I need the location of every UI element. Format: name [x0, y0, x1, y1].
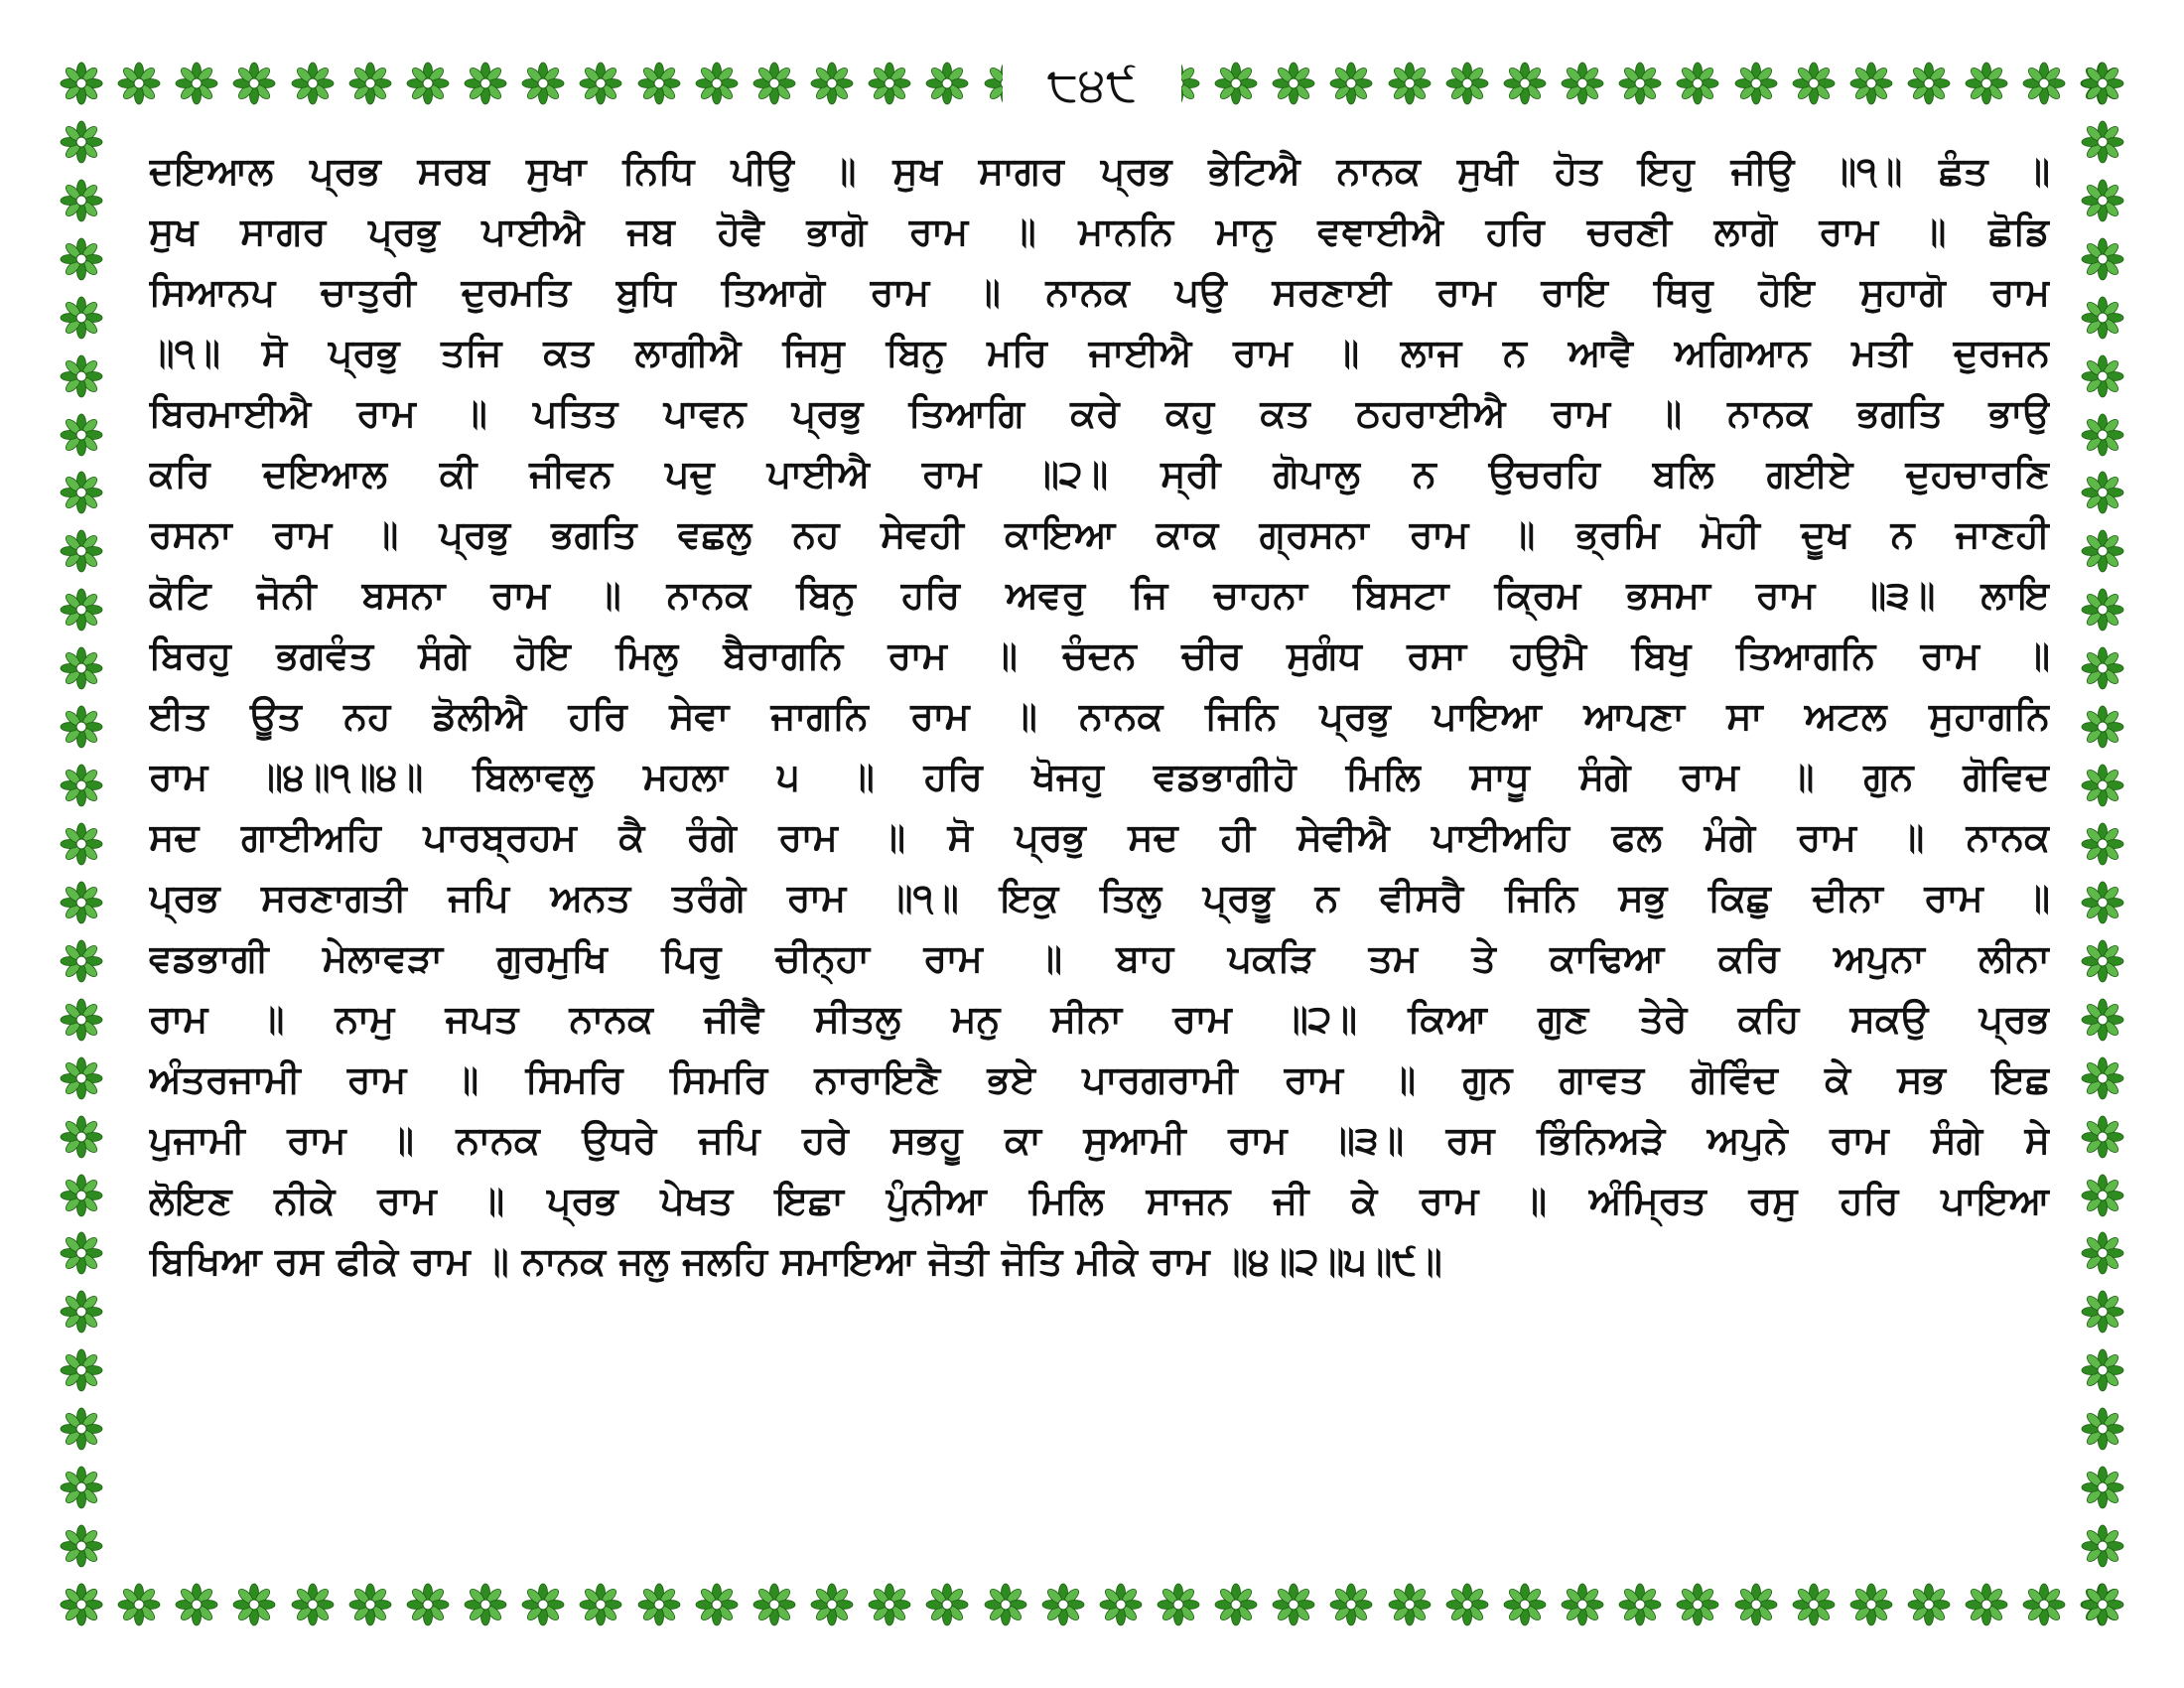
floral-border-left [60, 62, 103, 1626]
flower-icon [637, 1583, 681, 1626]
flower-icon [2081, 354, 2124, 398]
flower-icon [2081, 471, 2124, 514]
flower-icon [60, 62, 103, 105]
flower-icon [2081, 529, 2124, 573]
flower-icon [60, 881, 103, 924]
flower-icon [925, 1583, 969, 1626]
flower-icon [348, 1583, 392, 1626]
flower-icon [1561, 1583, 1604, 1626]
flower-icon [579, 1583, 622, 1626]
flower-icon [232, 1583, 276, 1626]
text-line: ਕੋਟਿ ਜੋਨੀ ਬਸਨਾ ਰਾਮ ॥ ਨਾਨਕ ਬਿਨੁ ਹਰਿ ਅਵਰੁ ਜਿ ਚਾਹਨਾ ਬਿਸਟਾ ਕ੍ਰਿਮ ਭਸਮਾ ਰਾਮ ॥੩॥ ਲਾਇ [149, 573, 2050, 617]
flower-icon [60, 237, 103, 281]
page-number: ੮੪੯ [1003, 50, 1181, 119]
flower-icon [1676, 1583, 1719, 1626]
flower-icon [695, 1583, 739, 1626]
flower-icon [2081, 1407, 2124, 1451]
flower-icon [60, 764, 103, 807]
text-line: ਲੋਇਣ ਨੀਕੇ ਰਾਮ ॥ ਪ੍ਰਭ ਪੇਖਤ ਇਛਾ ਪੁੰਨੀਆ ਮਿਲਿ ਸਾਜਨ ਜੀ ਕੇ ਰਾਮ ॥ ਅੰਮ੍ਰਿਤ ਰਸੁ ਹਰਿ ਪਾਇਆ [149, 1179, 2050, 1222]
flower-icon [2081, 1348, 2124, 1392]
flower-icon [464, 1583, 507, 1626]
flower-icon [2081, 296, 2124, 340]
text-line: ਪ੍ਰਭ ਸਰਣਾਗਤੀ ਜਪਿ ਅਨਤ ਤਰੰਗੇ ਰਾਮ ॥੧॥ ਇਕੁ ਤਿਲੁ ਪ੍ਰਭੂ ਨ ਵੀਸਰੈ ਜਿਨਿ ਸਭੁ ਕਿਛੁ ਦੀਨਾ ਰਾਮ ॥ [149, 876, 2050, 919]
flower-icon [2081, 1056, 2124, 1100]
flower-icon [60, 529, 103, 573]
flower-icon [60, 1290, 103, 1334]
flower-icon [1676, 62, 1719, 105]
flower-icon [1388, 62, 1432, 105]
flower-icon [464, 62, 507, 105]
text-line: ਸੁਖ ਸਾਗਰ ਪ੍ਰਭੁ ਪਾਈਐ ਜਬ ਹੋਵੈ ਭਾਗੋ ਰਾਮ ॥ ਮਾਨਨਿ ਮਾਨੁ ਵਞਾਈਐ ਹਰਿ ਚਰਣੀ ਲਾਗੋ ਰਾਮ ॥ ਛੋਡਿ [149, 210, 2050, 253]
flower-icon [925, 62, 969, 105]
flower-icon [60, 413, 103, 457]
text-line: ਸਦ ਗਾਈਅਹਿ ਪਾਰਬ੍ਰਹਮ ਕੈ ਰੰਗੇ ਰਾਮ ॥ ਸੋ ਪ੍ਰਭੁ ਸਦ ਹੀ ਸੇਵੀਐ ਪਾਈਅਹਿ ਫਲ ਮੰਗੇ ਰਾਮ ॥ ਨਾਨਕ [149, 815, 2050, 859]
flower-icon [1329, 62, 1373, 105]
flower-icon [1849, 1583, 1893, 1626]
flower-icon [810, 62, 854, 105]
text-line: ਪੁਜਾਮੀ ਰਾਮ ॥ ਨਾਨਕ ਉਧਰੇ ਜਪਿ ਹਰੇ ਸਭਹੂ ਕਾ ਸੁਆਮੀ ਰਾਮ ॥੩॥ ਰਸ ਭਿੰਨਿਅੜੇ ਅਪੁਨੇ ਰਾਮ ਸੰਗੇ ਸੇ [149, 1118, 2050, 1162]
flower-icon [2081, 1115, 2124, 1159]
flower-icon [2081, 939, 2124, 983]
flower-icon [2081, 179, 2124, 222]
text-line: ਈਤ ਊਤ ਨਹ ਡੋਲੀਐ ਹਰਿ ਸੇਵਾ ਜਾਗਨਿ ਰਾਮ ॥ ਨਾਨਕ ਜਿਨਿ ਪ੍ਰਭੁ ਪਾਇਆ ਆਪਣਾ ਸਾ ਅਟਲ ਸੁਹਾਗਨਿ [149, 694, 2050, 738]
flower-icon [1445, 62, 1489, 105]
flower-icon [406, 1583, 450, 1626]
text-line: ਰਾਮ ॥੪॥੧॥੪॥ ਬਿਲਾਵਲੁ ਮਹਲਾ ੫ ॥ ਹਰਿ ਖੋਜਹੁ ਵਡਭਾਗੀਹੋ ਮਿਲਿ ਸਾਧੂ ਸੰਗੇ ਰਾਮ ॥ ਗੁਨ ਗੋਵਿਦ [149, 755, 2050, 798]
flower-icon [1907, 62, 1951, 105]
flower-icon [60, 588, 103, 632]
flower-icon [521, 62, 565, 105]
flower-icon [117, 62, 161, 105]
text-line: ਬਿਖਿਆ ਰਸ ਫੀਕੇ ਰਾਮ ॥ ਨਾਨਕ ਜਲੁ ਜਲਹਿ ਸਮਾਇਆ ਜੋਤੀ ਜੋਤਿ ਮੀਕੇ ਰਾਮ ॥੪॥੨॥੫॥੯॥ [149, 1239, 1442, 1283]
flower-icon [60, 1466, 103, 1509]
flower-icon [60, 822, 103, 866]
flower-icon [60, 998, 103, 1042]
flower-icon [291, 62, 335, 105]
flower-icon [1214, 62, 1258, 105]
flower-icon [752, 1583, 796, 1626]
flower-icon [2081, 588, 2124, 632]
flower-icon [2081, 413, 2124, 457]
flower-icon [1849, 62, 1893, 105]
flower-icon [1618, 62, 1662, 105]
flower-icon [1965, 1583, 2008, 1626]
flower-icon [2022, 62, 2066, 105]
flower-icon [117, 1583, 161, 1626]
flower-icon [60, 1407, 103, 1451]
flower-icon [1272, 1583, 1315, 1626]
flower-icon [2081, 1290, 2124, 1334]
flower-icon [60, 1583, 103, 1626]
flower-icon [1388, 1583, 1432, 1626]
text-line: ਬਿਰਮਾਈਐ ਰਾਮ ॥ ਪਤਿਤ ਪਾਵਨ ਪ੍ਰਭੁ ਤਿਆਗਿ ਕਰੇ ਕਹੁ ਕਤ ਠਹਰਾਈਐ ਰਾਮ ॥ ਨਾਨਕ ਭਗਤਿ ਭਾਉ [149, 391, 2050, 435]
flower-icon [60, 1348, 103, 1392]
floral-border-right [2081, 62, 2124, 1626]
flower-icon [60, 120, 103, 164]
flower-icon [348, 62, 392, 105]
flower-icon [521, 1583, 565, 1626]
flower-icon [60, 1115, 103, 1159]
flower-icon [2081, 705, 2124, 749]
flower-icon [60, 1524, 103, 1568]
flower-icon [868, 1583, 911, 1626]
flower-icon [60, 179, 103, 222]
flower-icon [1214, 1583, 1258, 1626]
flower-icon [60, 939, 103, 983]
flower-icon [60, 296, 103, 340]
floral-border-bottom [60, 1583, 2124, 1626]
flower-icon [60, 646, 103, 690]
flower-icon [2081, 120, 2124, 164]
flower-icon [2081, 881, 2124, 924]
flower-icon [1792, 1583, 1836, 1626]
flower-icon [406, 62, 450, 105]
flower-icon [695, 62, 739, 105]
text-line: ਰਸਨਾ ਰਾਮ ॥ ਪ੍ਰਭੁ ਭਗਤਿ ਵਛਲੁ ਨਹ ਸੇਵਹੀ ਕਾਇਆ ਕਾਕ ਗ੍ਰਸਨਾ ਰਾਮ ॥ ਭ੍ਰਮਿ ਮੋਹੀ ਦੂਖ ਨ ਜਾਣਹੀ [149, 512, 2050, 556]
flower-icon [1099, 1583, 1143, 1626]
text-line: ॥੧॥ ਸੋ ਪ੍ਰਭੁ ਤਜਿ ਕਤ ਲਾਗੀਐ ਜਿਸੁ ਬਿਨੁ ਮਰਿ ਜਾਈਐ ਰਾਮ ॥ ਲਾਜ ਨ ਆਵੈ ਅਗਿਆਨ ਮਤੀ ਦੁਰਜਨ [149, 331, 2050, 374]
flower-icon [2081, 646, 2124, 690]
flower-icon [2081, 1174, 2124, 1217]
flower-icon [1041, 1583, 1085, 1626]
flower-icon [291, 1583, 335, 1626]
flower-icon [1907, 1583, 1951, 1626]
text-line: ਅੰਤਰਜਾਮੀ ਰਾਮ ॥ ਸਿਮਰਿ ਸਿਮਰਿ ਨਾਰਾਇਣੈ ਭਏ ਪਾਰਗਰਾਮੀ ਰਾਮ ॥ ਗੁਨ ਗਾਵਤ ਗੋਵਿੰਦ ਕੇ ਸਭ ਇਛ [149, 1057, 2050, 1101]
flower-icon [1965, 62, 2008, 105]
flower-icon [1157, 1583, 1200, 1626]
flower-icon [2081, 822, 2124, 866]
flower-icon [1272, 62, 1315, 105]
flower-icon [60, 354, 103, 398]
flower-icon [2022, 1583, 2066, 1626]
flower-icon [1503, 62, 1547, 105]
flower-icon [2081, 1231, 2124, 1275]
flower-icon [2081, 237, 2124, 281]
flower-icon [175, 1583, 218, 1626]
flower-icon [60, 471, 103, 514]
flower-icon [1792, 62, 1836, 105]
flower-icon [1329, 1583, 1373, 1626]
flower-icon [60, 1231, 103, 1275]
flower-icon [579, 62, 622, 105]
flower-icon [2081, 62, 2124, 105]
flower-icon [60, 1174, 103, 1217]
text-line: ਬਿਰਹੁ ਭਗਵੰਤ ਸੰਗੇ ਹੋਇ ਮਿਲੁ ਬੈਰਾਗਨਿ ਰਾਮ ॥ ਚੰਦਨ ਚੀਰ ਸੁਗੰਧ ਰਸਾ ਹਉਮੈ ਬਿਖੁ ਤਿਆਗਨਿ ਰਾਮ ॥ [149, 633, 2050, 677]
flower-icon [810, 1583, 854, 1626]
flower-icon [1503, 1583, 1547, 1626]
flower-icon [1734, 1583, 1778, 1626]
flower-icon [60, 1056, 103, 1100]
flower-icon [2081, 764, 2124, 807]
flower-icon [984, 1583, 1027, 1626]
flower-icon [60, 705, 103, 749]
flower-icon [1561, 62, 1604, 105]
flower-icon [1618, 1583, 1662, 1626]
flower-icon [2081, 1524, 2124, 1568]
text-line: ਸਿਆਨਪ ਚਾਤੁਰੀ ਦੁਰਮਤਿ ਬੁਧਿ ਤਿਆਗੋ ਰਾਮ ॥ ਨਾਨਕ ਪਉ ਸਰਣਾਈ ਰਾਮ ਰਾਇ ਥਿਰੁ ਹੋਇ ਸੁਹਾਗੋ ਰਾਮ [149, 270, 2050, 314]
text-line: ਵਡਭਾਗੀ ਮੇਲਾਵੜਾ ਗੁਰਮੁਖਿ ਪਿਰੁ ਚੀਨ੍ਹਾ ਰਾਮ ॥ ਬਾਹ ਪਕੜਿ ਤਮ ਤੇ ਕਾਢਿਆ ਕਰਿ ਅਪੁਨਾ ਲੀਨਾ [149, 936, 2050, 980]
flower-icon [2081, 998, 2124, 1042]
flower-icon [1445, 1583, 1489, 1626]
text-line: ਕਰਿ ਦਇਆਲ ਕੀ ਜੀਵਨ ਪਦੁ ਪਾਈਐ ਰਾਮ ॥੨॥ ਸ੍ਰੀ ਗੋਪਾਲੁ ਨ ਉਚਰਹਿ ਬਲਿ ਗਈਏ ਦੁਹਚਾਰਣਿ [149, 452, 2050, 495]
flower-icon [637, 62, 681, 105]
flower-icon [868, 62, 911, 105]
flower-icon [232, 62, 276, 105]
flower-icon [2081, 1583, 2124, 1626]
flower-icon [1734, 62, 1778, 105]
text-line: ਰਾਮ ॥ ਨਾਮੁ ਜਪਤ ਨਾਨਕ ਜੀਵੈ ਸੀਤਲੁ ਮਨੁ ਸੀਨਾ ਰਾਮ ॥੨॥ ਕਿਆ ਗੁਣ ਤੇਰੇ ਕਹਿ ਸਕਉ ਪ੍ਰਭ [149, 997, 2050, 1041]
flower-icon [2081, 1466, 2124, 1509]
flower-icon [175, 62, 218, 105]
flower-icon [752, 62, 796, 105]
scripture-text [149, 141, 2050, 1292]
text-line: ਦਇਆਲ ਪ੍ਰਭ ਸਰਬ ਸੁਖਾ ਨਿਧਿ ਪੀਉ ॥ ਸੁਖ ਸਾਗਰ ਪ੍ਰਭ ਭੇਟਿਐ ਨਾਨਕ ਸੁਖੀ ਹੋਤ ਇਹੁ ਜੀਉ ॥੧॥ ਛੰਤ ॥ [149, 149, 2050, 193]
